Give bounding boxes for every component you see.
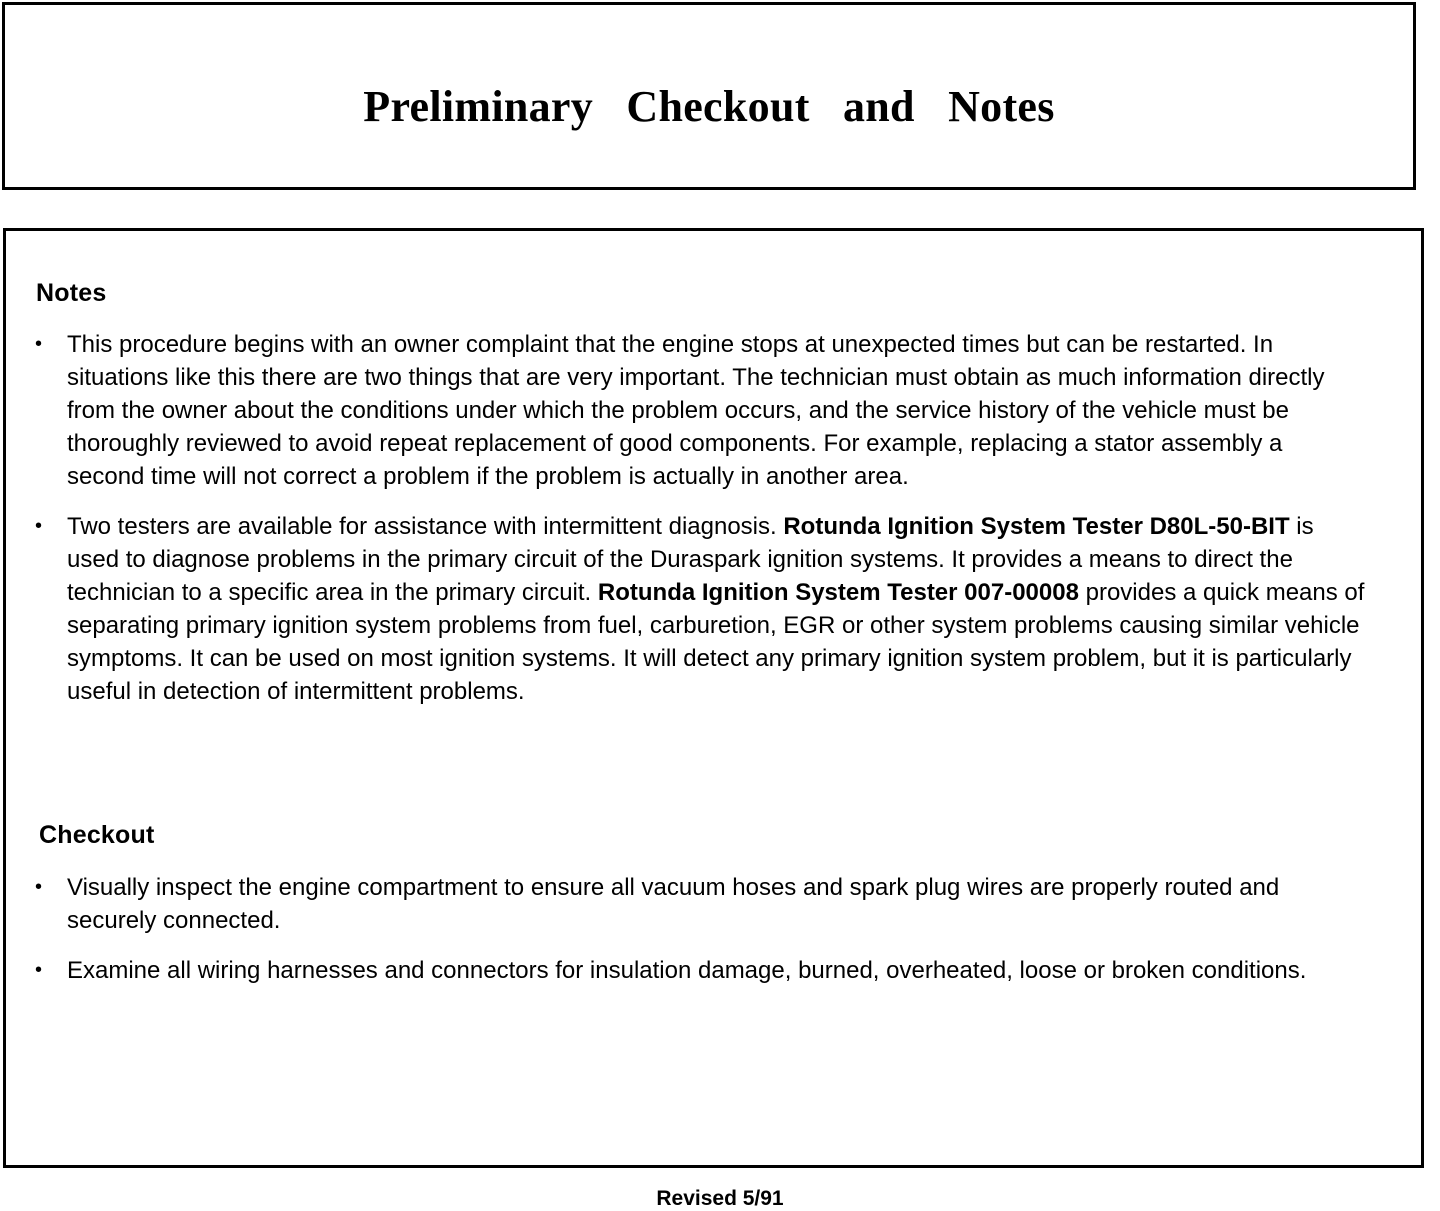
page-title: Preliminary Checkout and Notes (363, 82, 1055, 131)
notes-heading: Notes (36, 279, 107, 307)
revision-footer: Revised 5/91 (656, 1187, 784, 1210)
tester-name-d80l: Rotunda Ignition System Tester D80L-50-BIT (783, 513, 1290, 540)
notes-item-text-part1: Two testers are available for assistance with intermittent diagnosis. (67, 513, 784, 540)
notes-item-testers (6, 510, 1366, 708)
notes-item-owner-complaint (6, 328, 1366, 493)
checkout-item-text: Visually inspect the engine compartment to ensure all vacuum hoses and spark plug wires are properly routed and securely connected. (67, 874, 1280, 934)
checkout-list (6, 871, 1366, 1004)
checkout-heading: Checkout (39, 821, 155, 849)
title-box (2, 2, 1416, 190)
tester-name-007: Rotunda Ignition System Tester 007-00008 (597, 579, 1079, 606)
notes-list (6, 328, 1366, 725)
notes-item-text: This procedure begins with an owner complaint that the engine stops at unexpected times but can be restarted. In situations like this there are two things that are very important. The technician must obtain as much information directly from the owner about the conditions under which the problem occurs, and the service history of the vehicle must be thoroughly reviewed to avoid repeat replacement of good components. For example, replacing a stator assembly a second time will not correct a problem if the problem is actually in another area. (67, 331, 1325, 490)
content-box (3, 228, 1424, 1168)
notes-item-text-part2: is used to diagnose problems in the primary circuit of the Duraspark ignition systems. It provides a means to direct the technician to a specific area in the primary circuit. (67, 513, 1314, 606)
checkout-item-wiring (6, 954, 1366, 987)
checkout-item-visual-inspect (6, 871, 1366, 937)
checkout-item-text: Examine all wiring harnesses and connectors for insulation damage, burned, overheated, loose or broken conditions. (67, 957, 1307, 984)
notes-item-text-part3: provides a quick means of separating primary ignition system problems from fuel, carburetion, EGR or other system problems causing similar vehicle symptoms. It can be used on most ignition systems. It will detect any primary ignition system problem, but it is particularly useful in detection of intermittent problems. (67, 579, 1365, 705)
